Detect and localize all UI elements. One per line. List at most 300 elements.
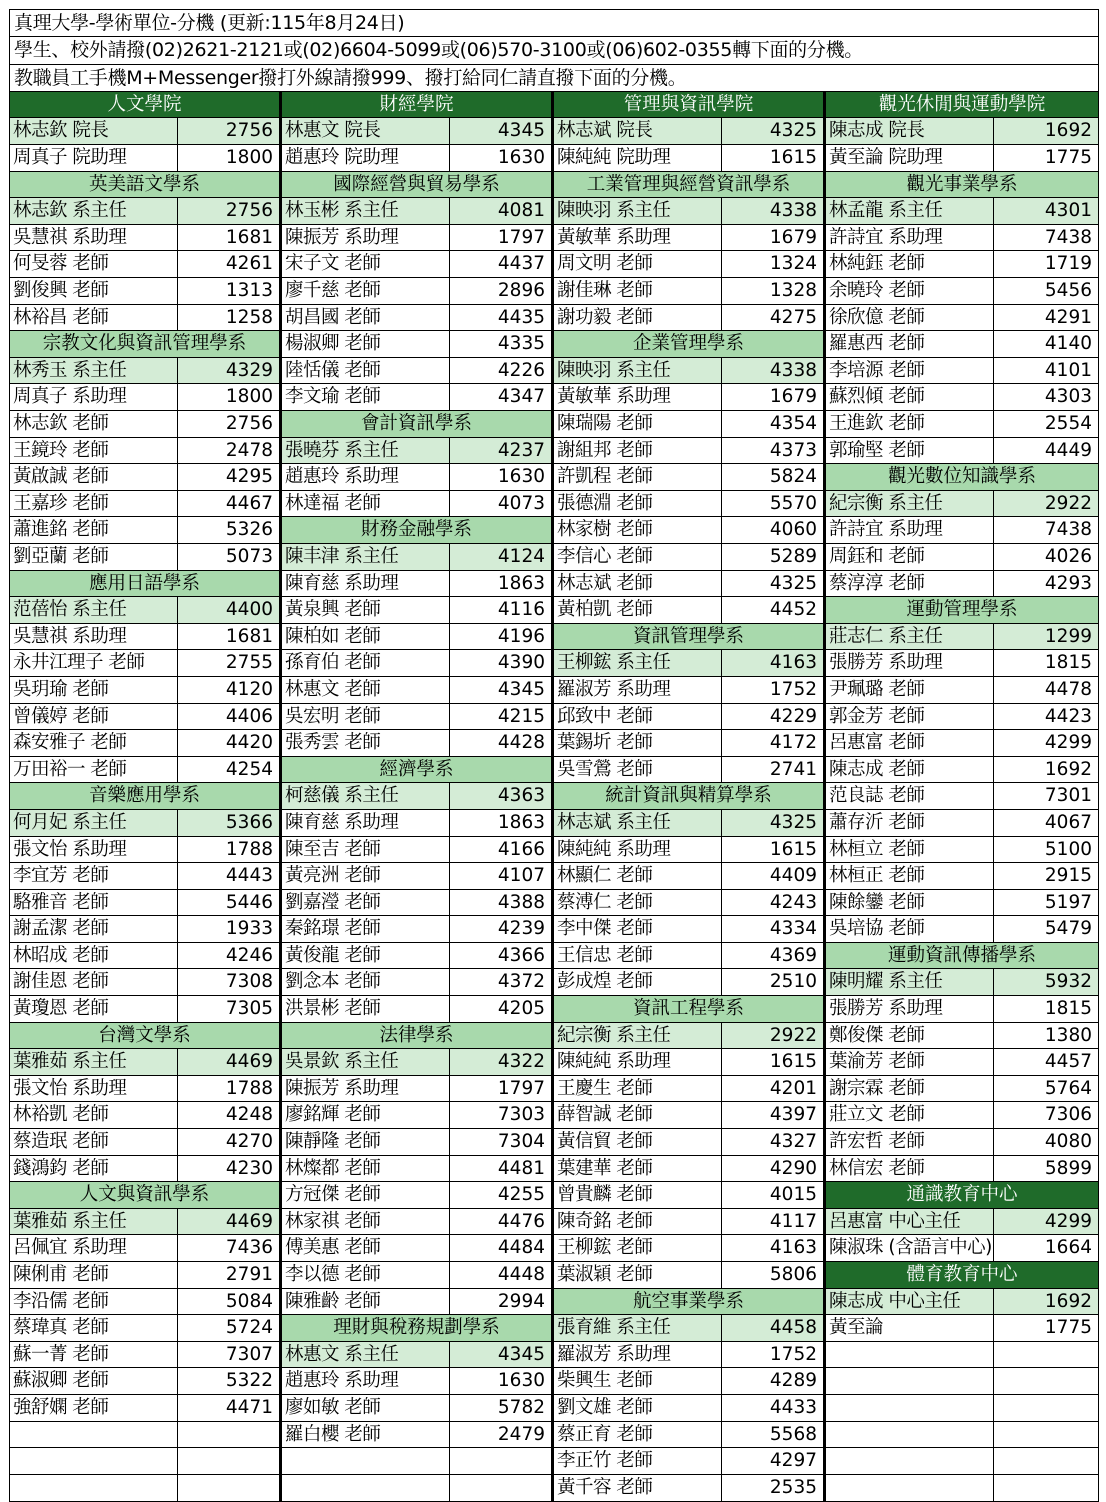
extension-number: 5570: [769, 492, 817, 514]
extension-number: 4290: [769, 1157, 817, 1179]
staff-name: 許凱程 老師: [554, 464, 722, 490]
staff-row: [282, 384, 551, 411]
staff-row: [10, 145, 279, 172]
staff-row: [10, 996, 279, 1023]
staff-name: 李正竹 老師: [554, 1448, 722, 1474]
extension-number: 4338: [722, 358, 823, 384]
staff-name: 胡昌國 老師: [282, 305, 450, 331]
staff-row: [554, 517, 823, 544]
staff-name: 楊淑卿 老師: [282, 331, 450, 357]
department-header: 企業管理學系: [554, 331, 823, 358]
extension-number: 1933: [225, 918, 273, 940]
extension-number: 1788: [225, 838, 273, 860]
extension-number: 5322: [225, 1370, 273, 1392]
staff-row: [826, 730, 1098, 757]
staff-row: [826, 1395, 1098, 1422]
staff-name: 陳餘鑾 老師: [826, 890, 994, 916]
staff-name: 陳純純 院助理: [554, 145, 722, 171]
extension-number: 1692: [994, 118, 1098, 144]
extension-number: 4347: [497, 386, 545, 408]
staff-row: [554, 1156, 823, 1183]
staff-row: [10, 1289, 279, 1316]
staff-name: 蔡淳淳 老師: [826, 571, 994, 597]
extension-number: 1615: [769, 147, 817, 169]
extension-number: 5084: [225, 1290, 273, 1312]
department-header: 資訊管理學系: [554, 624, 823, 651]
extension-number: 4372: [497, 971, 545, 993]
chief-row: [10, 358, 279, 385]
extension-number: 4322: [450, 1049, 551, 1075]
staff-name: [282, 1448, 450, 1474]
staff-row: [10, 650, 279, 677]
staff-row: [826, 996, 1098, 1023]
staff-row: [282, 305, 551, 332]
extension-number: 7438: [1044, 226, 1092, 248]
extension-number: 5824: [769, 466, 817, 488]
staff-name: 劉亞蘭 老師: [10, 544, 178, 570]
extension-number: 4255: [497, 1184, 545, 1206]
staff-name: 吳慧祺 系助理: [10, 225, 178, 251]
staff-row: [282, 650, 551, 677]
extension-number: 4457: [1044, 1051, 1092, 1073]
staff-name: 孫育伯 老師: [282, 650, 450, 676]
chief-row: [554, 118, 823, 145]
staff-name: 林純鈺 老師: [826, 251, 994, 277]
extension-number: 4205: [497, 998, 545, 1020]
staff-row: [554, 1049, 823, 1076]
extension-number: 4437: [497, 253, 545, 275]
staff-name: 謝宗霖 老師: [826, 1076, 994, 1102]
extension-number: 4338: [722, 198, 823, 224]
staff-name: 黃至論 院助理: [826, 145, 994, 171]
staff-name: 陳志成 院長: [826, 118, 994, 144]
extension-number: [178, 1422, 279, 1448]
extension-number: 4270: [225, 1131, 273, 1153]
staff-row: [554, 1368, 823, 1395]
staff-row: [554, 1342, 823, 1369]
extension-number: 4248: [225, 1104, 273, 1126]
staff-row: [554, 1422, 823, 1449]
chief-row: [826, 118, 1098, 145]
extension-number: 4239: [497, 918, 545, 940]
extension-number: 4400: [178, 597, 279, 623]
staff-row: [826, 677, 1098, 704]
extension-number: 1863: [497, 811, 545, 833]
staff-row: [554, 1076, 823, 1103]
staff-row: [10, 890, 279, 917]
department-header: 資訊工程學系: [554, 996, 823, 1023]
extension-number: 4226: [497, 359, 545, 381]
chief-row: [10, 810, 279, 837]
staff-row: [554, 730, 823, 757]
extension-number: 1800: [225, 386, 273, 408]
chief-row: [826, 969, 1098, 996]
staff-name: 黃亮洲 老師: [282, 863, 450, 889]
staff-name: 郭瑜堅 老師: [826, 438, 994, 464]
extension-number: 5899: [1044, 1157, 1092, 1179]
chief-row: [282, 783, 551, 810]
extension-number: 4390: [497, 652, 545, 674]
extension-number: 4329: [178, 358, 279, 384]
extension-number: 1797: [497, 1077, 545, 1099]
extension-number: [994, 1368, 1098, 1394]
staff-row: [826, 757, 1098, 784]
staff-name: 方冠傑 老師: [282, 1182, 450, 1208]
staff-row: [10, 305, 279, 332]
staff-row: [826, 837, 1098, 864]
staff-name: 蘇淑卿 老師: [10, 1368, 178, 1394]
staff-row: [554, 1475, 823, 1502]
staff-row: [282, 730, 551, 757]
staff-name: 林家樹 老師: [554, 517, 722, 543]
staff-row: [282, 624, 551, 651]
staff-name: 羅淑芳 系助理: [554, 1342, 722, 1368]
extension-number: [994, 1422, 1098, 1448]
staff-row: [10, 1368, 279, 1395]
college-header: 觀光休閒與運動學院: [826, 92, 1098, 119]
staff-name: 呂佩宜 系助理: [10, 1235, 178, 1261]
staff-row: [10, 704, 279, 731]
chief-row: [282, 118, 551, 145]
extension-number: 5366: [178, 810, 279, 836]
extension-number: 2554: [1044, 413, 1092, 435]
department-header: 應用日語學系: [10, 571, 279, 598]
staff-name: 羅淑芳 系助理: [554, 677, 722, 703]
column-3: [554, 92, 826, 1501]
staff-name: 陳映羽 系主任: [554, 198, 722, 224]
extension-number: 4166: [497, 838, 545, 860]
staff-name: 張勝芳 系助理: [826, 650, 994, 676]
staff-row: [554, 1235, 823, 1262]
staff-row: [554, 1448, 823, 1475]
staff-row: [826, 704, 1098, 731]
staff-name: 范蓓怡 系主任: [10, 597, 178, 623]
department-header: 人文與資訊學系: [10, 1182, 279, 1209]
extension-number: 4327: [769, 1131, 817, 1153]
staff-name: 彭成煌 老師: [554, 969, 722, 995]
extension-number: 2791: [225, 1264, 273, 1286]
staff-row: [10, 863, 279, 890]
department-header: 國際經營與貿易學系: [282, 172, 551, 199]
staff-row: [554, 225, 823, 252]
extension-number: 1692: [1044, 758, 1092, 780]
extension-number: 2915: [1044, 865, 1092, 887]
staff-name: 邱致中 老師: [554, 704, 722, 730]
extension-number: 4397: [769, 1104, 817, 1126]
staff-name: 許詩宜 系助理: [826, 517, 994, 543]
staff-name: 王柳鋐 系主任: [554, 650, 722, 676]
chief-row: [282, 544, 551, 571]
extension-number: 4481: [497, 1157, 545, 1179]
staff-name: [282, 1475, 450, 1502]
extension-number: 5289: [769, 545, 817, 567]
staff-name: 王鏡玲 老師: [10, 438, 178, 464]
extension-number: [994, 1342, 1098, 1368]
staff-name: 蔡瑋真 老師: [10, 1315, 178, 1341]
staff-row: [10, 544, 279, 571]
column-4: [826, 92, 1098, 1501]
staff-row: [826, 1448, 1098, 1475]
extension-number: 4476: [497, 1210, 545, 1232]
extension-number: 5806: [769, 1264, 817, 1286]
extension-number: 4335: [497, 333, 545, 355]
staff-row: [282, 571, 551, 598]
extension-number: 1679: [769, 226, 817, 248]
staff-row: [10, 1342, 279, 1369]
staff-name: 吳景欽 系主任: [282, 1049, 450, 1075]
staff-name: 吳慧祺 系助理: [10, 624, 178, 650]
staff-name: 林達福 老師: [282, 491, 450, 517]
staff-name: 李以德 老師: [282, 1262, 450, 1288]
staff-name: 葉雅茹 系主任: [10, 1049, 178, 1075]
staff-name: 林惠文 老師: [282, 677, 450, 703]
staff-name: 蔡溥仁 老師: [554, 890, 722, 916]
chief-row: [826, 491, 1098, 518]
extension-number: [450, 1475, 551, 1502]
extension-number: 1630: [497, 147, 545, 169]
staff-row: [554, 305, 823, 332]
extension-number: 4423: [1044, 705, 1092, 727]
staff-row: [554, 1102, 823, 1129]
department-header: 音樂應用學系: [10, 783, 279, 810]
chief-row: [10, 118, 279, 145]
staff-row: [826, 331, 1098, 358]
staff-name: 陳雅齡 老師: [282, 1289, 450, 1315]
chief-row: [282, 198, 551, 225]
staff-row: [826, 1475, 1098, 1502]
extension-number: 1788: [225, 1077, 273, 1099]
staff-name: 薛智誠 老師: [554, 1102, 722, 1128]
extension-number: 4449: [1044, 439, 1092, 461]
extension-number: 4366: [497, 944, 545, 966]
department-header: 航空事業學系: [554, 1289, 823, 1316]
extension-number: 4101: [1044, 359, 1092, 381]
column-2: [282, 92, 554, 1501]
staff-name: 林信宏 老師: [826, 1156, 994, 1182]
extension-number: 4406: [225, 705, 273, 727]
staff-row: [10, 730, 279, 757]
staff-row: [826, 1235, 1098, 1262]
staff-row: [554, 969, 823, 996]
extension-number: 2535: [769, 1476, 817, 1498]
staff-name: 陳淑珠 (含語言中心): [826, 1235, 994, 1261]
staff-name: 林志斌 院長: [554, 118, 722, 144]
staff-name: 林秀玉 系主任: [10, 358, 178, 384]
department-header: 宗教文化與資訊管理學系: [10, 331, 279, 358]
chief-row: [10, 198, 279, 225]
staff-name: 羅惠西 老師: [826, 331, 994, 357]
extension-number: 4469: [178, 1209, 279, 1235]
extension-number: [994, 1395, 1098, 1421]
extension-number: 4345: [450, 118, 551, 144]
extension-number: 7304: [497, 1131, 545, 1153]
staff-row: [10, 1315, 279, 1342]
extension-number: 1775: [1044, 147, 1092, 169]
extension-number: 4433: [769, 1396, 817, 1418]
directory-grid: [9, 91, 1099, 1502]
staff-row: [10, 491, 279, 518]
staff-row: [826, 225, 1098, 252]
staff-row: [826, 650, 1098, 677]
staff-row: [554, 438, 823, 465]
extension-number: 7438: [1044, 519, 1092, 541]
college-header: 財經學院: [282, 92, 551, 119]
staff-name: 王進欽 老師: [826, 411, 994, 437]
staff-name: 許詩宜 系助理: [826, 225, 994, 251]
staff-name: 陸恬儀 老師: [282, 358, 450, 384]
extension-number: 2741: [769, 758, 817, 780]
staff-name: 陳明耀 系主任: [826, 969, 994, 995]
extension-number: 4107: [497, 865, 545, 887]
staff-row: [826, 1422, 1098, 1449]
extension-number: 4291: [1044, 306, 1092, 328]
extension-number: 4246: [225, 944, 273, 966]
staff-row: [826, 1023, 1098, 1050]
extension-number: 2479: [497, 1423, 545, 1445]
extension-number: 4124: [450, 544, 551, 570]
staff-name: 周真子 系助理: [10, 384, 178, 410]
extension-number: 1863: [497, 572, 545, 594]
extension-number: 7303: [497, 1104, 545, 1126]
extension-number: 4363: [450, 783, 551, 809]
staff-row: [282, 1102, 551, 1129]
staff-name: 黃柏凱 老師: [554, 597, 722, 623]
staff-name: 陳丰津 系主任: [282, 544, 450, 570]
staff-row: [554, 943, 823, 970]
staff-name: 李宜芳 老師: [10, 863, 178, 889]
staff-name: 廖銘輝 老師: [282, 1102, 450, 1128]
staff-name: [826, 1448, 994, 1474]
staff-row: [826, 1076, 1098, 1103]
staff-name: 劉俊興 老師: [10, 278, 178, 304]
staff-row: [10, 969, 279, 996]
extension-number: 4172: [769, 732, 817, 754]
staff-row: [282, 1235, 551, 1262]
extension-number: 4060: [769, 519, 817, 541]
staff-name: 謝佳琳 老師: [554, 278, 722, 304]
staff-row: [10, 677, 279, 704]
staff-row: [554, 544, 823, 571]
staff-row: [282, 358, 551, 385]
extension-number: 4435: [497, 306, 545, 328]
staff-name: 陳純純 系助理: [554, 837, 722, 863]
staff-name: 何旻蓉 老師: [10, 251, 178, 277]
staff-name: 余曉玲 老師: [826, 278, 994, 304]
extension-number: 2478: [225, 439, 273, 461]
staff-row: [554, 837, 823, 864]
chief-row: [826, 624, 1098, 651]
extension-number: 2994: [497, 1290, 545, 1312]
extension-number: 1815: [1044, 652, 1092, 674]
chief-row: [554, 198, 823, 225]
extension-number: 5100: [1044, 838, 1092, 860]
staff-name: 鄭俊傑 老師: [826, 1023, 994, 1049]
staff-row: [282, 890, 551, 917]
staff-row: [826, 571, 1098, 598]
staff-row: [10, 225, 279, 252]
staff-row: [282, 597, 551, 624]
staff-row: [826, 1368, 1098, 1395]
staff-name: 陳純純 系助理: [554, 1049, 722, 1075]
extension-number: [178, 1475, 279, 1502]
extension-number: 4369: [769, 944, 817, 966]
staff-row: [10, 1156, 279, 1183]
staff-row: [826, 1129, 1098, 1156]
extension-number: 4325: [769, 572, 817, 594]
staff-name: 何月妃 系主任: [10, 810, 178, 836]
extension-number: 5568: [769, 1423, 817, 1445]
staff-row: [554, 145, 823, 172]
chief-row: [10, 1049, 279, 1076]
department-header: 統計資訊與精算學系: [554, 783, 823, 810]
staff-row: [826, 411, 1098, 438]
extension-number: 1630: [497, 1370, 545, 1392]
staff-row: [826, 145, 1098, 172]
staff-name: 徐欣億 老師: [826, 305, 994, 331]
department-header: 台灣文學系: [10, 1023, 279, 1050]
extension-number: 1797: [497, 226, 545, 248]
staff-name: 蕭進銘 老師: [10, 517, 178, 543]
extension-number: 4230: [225, 1157, 273, 1179]
staff-name: 陳志成 老師: [826, 757, 994, 783]
staff-name: 張德淵 老師: [554, 491, 722, 517]
staff-name: 謝組邦 老師: [554, 438, 722, 464]
extension-number: 1630: [497, 466, 545, 488]
staff-name: 黃泉興 老師: [282, 597, 450, 623]
staff-name: 洪景彬 老師: [282, 996, 450, 1022]
staff-row: [554, 1182, 823, 1209]
chief-row: [282, 438, 551, 465]
department-header: 英美語文學系: [10, 172, 279, 199]
extension-number: [994, 1475, 1098, 1502]
extension-number: 4484: [497, 1237, 545, 1259]
staff-row: [10, 278, 279, 305]
staff-name: [10, 1422, 178, 1448]
staff-name: [826, 1368, 994, 1394]
extension-number: 4201: [769, 1077, 817, 1099]
extension-number: 4467: [225, 492, 273, 514]
extension-number: 1815: [1044, 998, 1092, 1020]
staff-name: 呂惠富 中心主任: [826, 1209, 994, 1235]
staff-row: [826, 517, 1098, 544]
staff-row: [826, 890, 1098, 917]
staff-name: 張文怡 系助理: [10, 1076, 178, 1102]
staff-name: [826, 1395, 994, 1421]
staff-row: [282, 863, 551, 890]
staff-name: 謝功毅 老師: [554, 305, 722, 331]
staff-name: 陳振芳 系助理: [282, 1076, 450, 1102]
staff-row: [282, 1182, 551, 1209]
staff-row: [554, 1262, 823, 1289]
chief-row: [554, 358, 823, 385]
staff-row: [554, 251, 823, 278]
college-header: 管理與資訊學院: [554, 92, 823, 119]
extension-number: [994, 1448, 1098, 1474]
staff-name: 黃瓊恩 老師: [10, 996, 178, 1022]
staff-name: 張秀雲 老師: [282, 730, 450, 756]
extension-number: 4261: [225, 253, 273, 275]
staff-row: [282, 704, 551, 731]
staff-row: [10, 837, 279, 864]
staff-name: 謝佳恩 老師: [10, 969, 178, 995]
extension-number: 5073: [225, 545, 273, 567]
extension-number: 4080: [1044, 1131, 1092, 1153]
staff-name: 許宏哲 老師: [826, 1129, 994, 1155]
staff-row: [826, 916, 1098, 943]
staff-row: [10, 1448, 279, 1475]
chief-row: [10, 597, 279, 624]
staff-name: 林志斌 系主任: [554, 810, 722, 836]
